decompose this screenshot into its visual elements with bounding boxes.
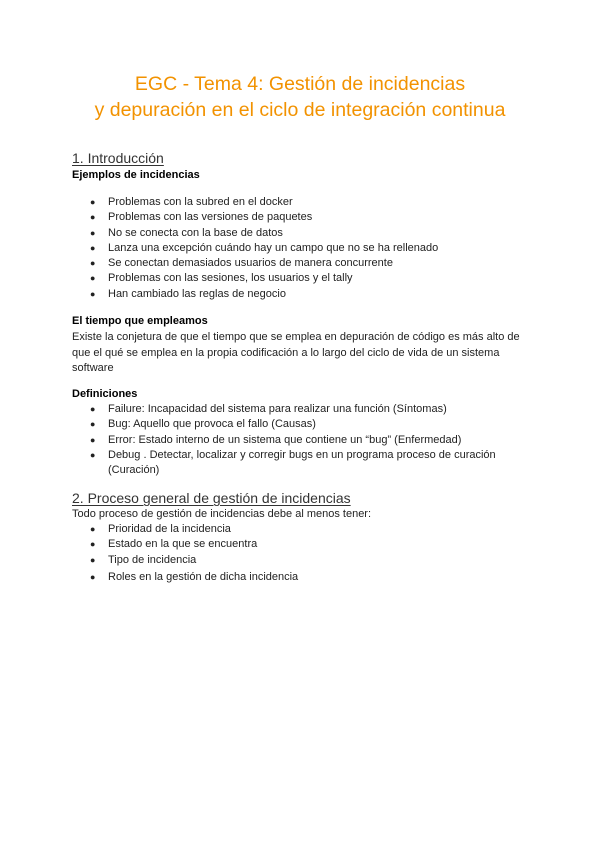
document-title-line-1: EGC - Tema 4: Gestión de incidencias — [134, 73, 466, 95]
list-item: ● Problemas con la subred en el docker — [72, 195, 532, 210]
bullet-icon: ● — [90, 404, 96, 414]
section-1-heading: 1. Introducción — [72, 150, 164, 166]
list-item: ● Problemas con las versiones de paquetes — [72, 210, 532, 225]
list-item: ● Estado en la que se encuentra — [72, 537, 532, 552]
list-item: ● No se conecta con la base de datos — [72, 226, 532, 241]
bullet-icon: ● — [90, 571, 96, 582]
bullet-icon: ● — [90, 212, 96, 223]
list-item: ● Failure: Incapacidad del sistema para realizar una función (Síntomas) — [72, 402, 532, 417]
process-list — [72, 522, 532, 585]
bullet-icon: ● — [90, 288, 96, 299]
bullet-icon: ● — [90, 434, 96, 445]
definitions-list — [72, 402, 532, 478]
document-title-line-2: y depuración en el ciclo de integración continua — [94, 99, 506, 121]
section-2-heading: 2. Proceso general de gestión de incidencias — [72, 490, 351, 506]
bullet-icon: ● — [90, 273, 96, 284]
list-item: ● Se conectan demasiados usuarios de manera concurrente — [72, 256, 532, 271]
list-item: ● Problemas con las sesiones, los usuarios y el tally — [72, 271, 532, 286]
list-item: ● Prioridad de la incidencia — [72, 522, 532, 537]
bullet-icon: ● — [90, 449, 96, 460]
bullet-icon: ● — [90, 242, 96, 253]
bullet-icon: ● — [90, 539, 96, 550]
examples-list — [72, 195, 532, 302]
bullet-icon: ● — [90, 419, 96, 430]
list-item: ● Roles en la gestión de dicha incidencia — [72, 570, 532, 585]
definitions-heading: Definiciones — [72, 388, 138, 400]
section-2-intro: Todo proceso de gestión de incidencias debe al menos tener: — [72, 508, 372, 520]
list-item: ● Error: Estado interno de un sistema que contiene un “bug” (Enfermedad) — [72, 433, 532, 448]
examples-heading: Ejemplos de incidencias — [72, 169, 200, 181]
bullet-icon: ● — [90, 197, 96, 207]
bullet-icon: ● — [90, 227, 96, 238]
list-item: ● Lanza una excepción cuándo hay un campo que no se ha rellenado — [72, 241, 532, 256]
list-item: ● Debug . Detectar, localizar y corregir bugs en un programa proceso de curación (Curación) — [90, 448, 496, 477]
list-item: ● Han cambiado las reglas de negocio — [72, 287, 532, 302]
list-item: ● Tipo de incidencia — [72, 553, 532, 568]
list-item: ● Bug: Aquello que provoca el fallo (Causas) — [72, 417, 532, 432]
time-heading: El tiempo que empleamos — [72, 315, 208, 327]
bullet-icon: ● — [90, 554, 96, 565]
bullet-icon: ● — [90, 524, 96, 534]
bullet-icon: ● — [90, 258, 96, 269]
time-paragraph: Existe la conjetura de que el tiempo que se emplea en depuración de código es más alto de que el qué se emplea en la propia codificación a lo largo del ciclo de vida de un sistema software — [72, 331, 520, 374]
